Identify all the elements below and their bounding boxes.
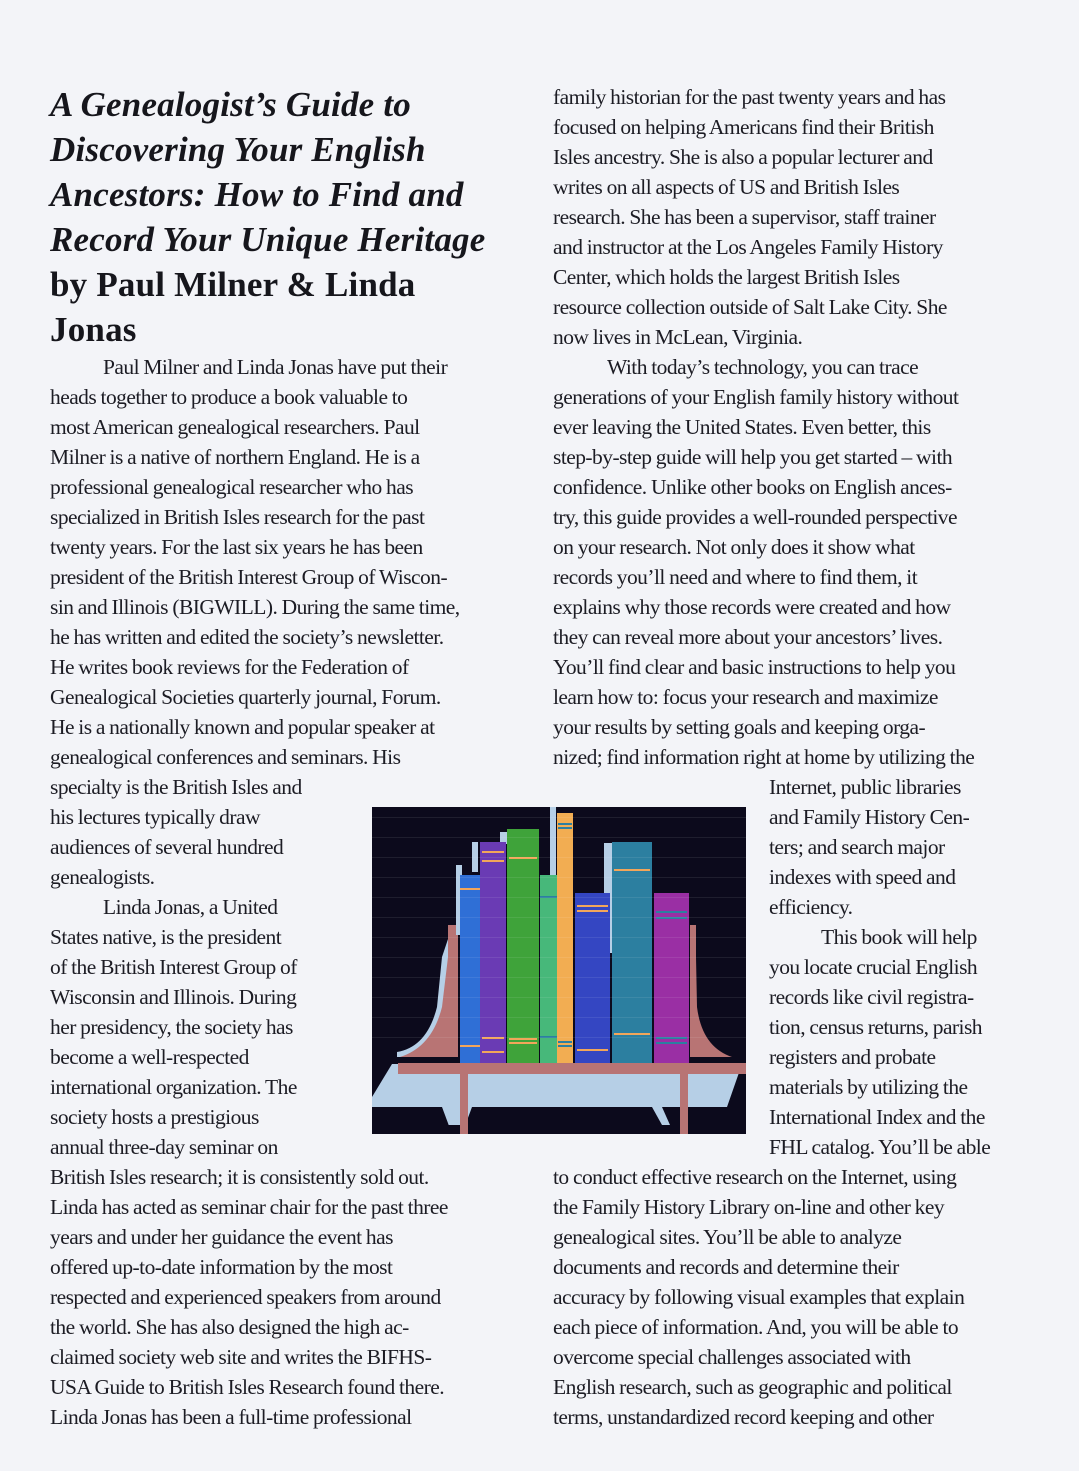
text-line: and Family History Cen- <box>769 805 970 829</box>
text-line: ever leaving the United States. Even better, this <box>553 415 931 439</box>
byline: Jonas <box>50 310 137 349</box>
text-line: generations of your English family history without <box>553 385 959 409</box>
text-line: twenty years. For the last six years he has been <box>50 535 423 559</box>
text-line: Center, which holds the largest British Isles <box>553 265 900 289</box>
books-on-shelf-icon <box>372 807 746 1134</box>
text-line: materials by utilizing the <box>769 1075 968 1099</box>
text-line: professional genealogical researcher who has <box>50 475 414 499</box>
text-line: sin and Illinois (BIGWILL). During the same time, <box>50 595 460 619</box>
title-line: Record Your Unique Heritage <box>50 220 486 259</box>
text-line: indexes with speed and <box>769 865 956 889</box>
text-line: respected and experienced speakers from around <box>50 1285 441 1309</box>
text-line: learn how to: focus your research and maximize <box>553 685 938 709</box>
text-line: specialty is the British Isles and <box>50 775 302 799</box>
text-line: documents and records and determine their <box>553 1255 899 1279</box>
byline: by Paul Milner & Linda <box>50 265 416 304</box>
text-line: With today’s technology, you can trace <box>607 355 919 379</box>
text-line: Internet, public libraries <box>769 775 961 799</box>
title-line: A Genealogist’s Guide to <box>50 85 411 124</box>
text-line: overcome special challenges associated with <box>553 1345 911 1369</box>
text-line: most American genealogical researchers. Paul <box>50 415 420 439</box>
text-line: now lives in McLean, Virginia. <box>553 325 803 349</box>
text-line: English research, such as geographic and political <box>553 1375 952 1399</box>
article-title <box>50 82 530 352</box>
text-line: society hosts a prestigious <box>50 1105 259 1129</box>
text-line: international organization. The <box>50 1075 297 1099</box>
text-line: claimed society web site and writes the BIFHS- <box>50 1345 432 1369</box>
text-line: to conduct effective research on the Internet, using <box>553 1165 957 1189</box>
text-line: States native, is the president <box>50 925 282 949</box>
text-line: records like civil registra- <box>769 985 974 1009</box>
text-line: terms, unstandardized record keeping and other <box>553 1405 934 1429</box>
text-line: become a well-respected <box>50 1045 249 1069</box>
text-line: family historian for the past twenty years and has <box>553 85 946 109</box>
text-line: Linda Jonas has been a full-time professional <box>50 1405 412 1429</box>
text-line: step-by-step guide will help you get started – with <box>553 445 953 469</box>
text-line: annual three-day seminar on <box>50 1135 278 1159</box>
text-line: Paul Milner and Linda Jonas have put their <box>103 355 448 379</box>
text-line: the world. She has also designed the high ac- <box>50 1315 409 1339</box>
text-line: tion, census returns, parish <box>769 1015 982 1039</box>
text-line: FHL catalog. You’ll be able <box>769 1135 991 1159</box>
text-line: genealogists. <box>50 865 155 889</box>
text-line: genealogical sites. You’ll be able to analyze <box>553 1225 902 1249</box>
text-line: USA Guide to British Isles Research found there. <box>50 1375 445 1399</box>
title-line: Discovering Your English <box>50 130 426 169</box>
text-line: nized; find information right at home by utilizing the <box>553 745 975 769</box>
text-line: registers and probate <box>769 1045 936 1069</box>
text-line: audiences of several hundred <box>50 835 284 859</box>
text-line: writes on all aspects of US and British Isles <box>553 175 900 199</box>
text-line: He writes book reviews for the Federation of <box>50 655 409 679</box>
text-line: Milner is a native of northern England. He is a <box>50 445 420 469</box>
text-line: years and under her guidance the event has <box>50 1225 393 1249</box>
text-line: This book will help <box>821 925 977 949</box>
text-line: efficiency. <box>769 895 853 919</box>
text-line: genealogical conferences and seminars. His <box>50 745 401 769</box>
text-line: and instructor at the Los Angeles Family History <box>553 235 943 259</box>
text-line: accuracy by following visual examples that explain <box>553 1285 965 1309</box>
text-line: Linda has acted as seminar chair for the past three <box>50 1195 448 1219</box>
title-line: Ancestors: How to Find and <box>50 175 464 214</box>
text-line: president of the British Interest Group of Wiscon- <box>50 565 448 589</box>
text-line: her presidency, the society has <box>50 1015 293 1039</box>
text-line: focused on helping Americans find their British <box>553 115 934 139</box>
text-line: offered up-to-date information by the most <box>50 1255 393 1279</box>
text-line: they can reveal more about your ancestors’ lives. <box>553 625 943 649</box>
text-line: on your research. Not only does it show what <box>553 535 915 559</box>
text-line: Isles ancestry. She is also a popular lecturer and <box>553 145 933 169</box>
text-line: his lectures typically draw <box>50 805 260 829</box>
text-line: confidence. Unlike other books on English ances- <box>553 475 952 499</box>
books-on-shelf-illustration <box>372 807 746 1134</box>
text-line: He is a nationally known and popular speaker at <box>50 715 435 739</box>
text-line: of the British Interest Group of <box>50 955 297 979</box>
text-line: each piece of information. And, you will be able to <box>553 1315 959 1339</box>
text-line: he has written and edited the society’s newsletter. <box>50 625 444 649</box>
text-line: Genealogical Societies quarterly journal, Forum. <box>50 685 441 709</box>
text-line: you locate crucial English <box>769 955 978 979</box>
text-line: International Index and the <box>769 1105 985 1129</box>
text-line: heads together to produce a book valuable to <box>50 385 408 409</box>
text-line: ters; and search major <box>769 835 945 859</box>
text-line: records you’ll need and where to find them, it <box>553 565 918 589</box>
text-line: Wisconsin and Illinois. During <box>50 985 297 1009</box>
text-line: research. She has been a supervisor, staff trainer <box>553 205 936 229</box>
text-line: Linda Jonas, a United <box>103 895 278 919</box>
text-line: specialized in British Isles research for the past <box>50 505 425 529</box>
text-line: your results by setting goals and keeping orga- <box>553 715 926 739</box>
text-line: explains why those records were created and how <box>553 595 951 619</box>
text-line: the Family History Library on-line and other key <box>553 1195 945 1219</box>
text-line: You’ll find clear and basic instructions to help you <box>553 655 956 679</box>
text-line: resource collection outside of Salt Lake City. She <box>553 295 947 319</box>
text-line: try, this guide provides a well-rounded perspective <box>553 505 958 529</box>
text-line: British Isles research; it is consistently sold out. <box>50 1165 429 1189</box>
